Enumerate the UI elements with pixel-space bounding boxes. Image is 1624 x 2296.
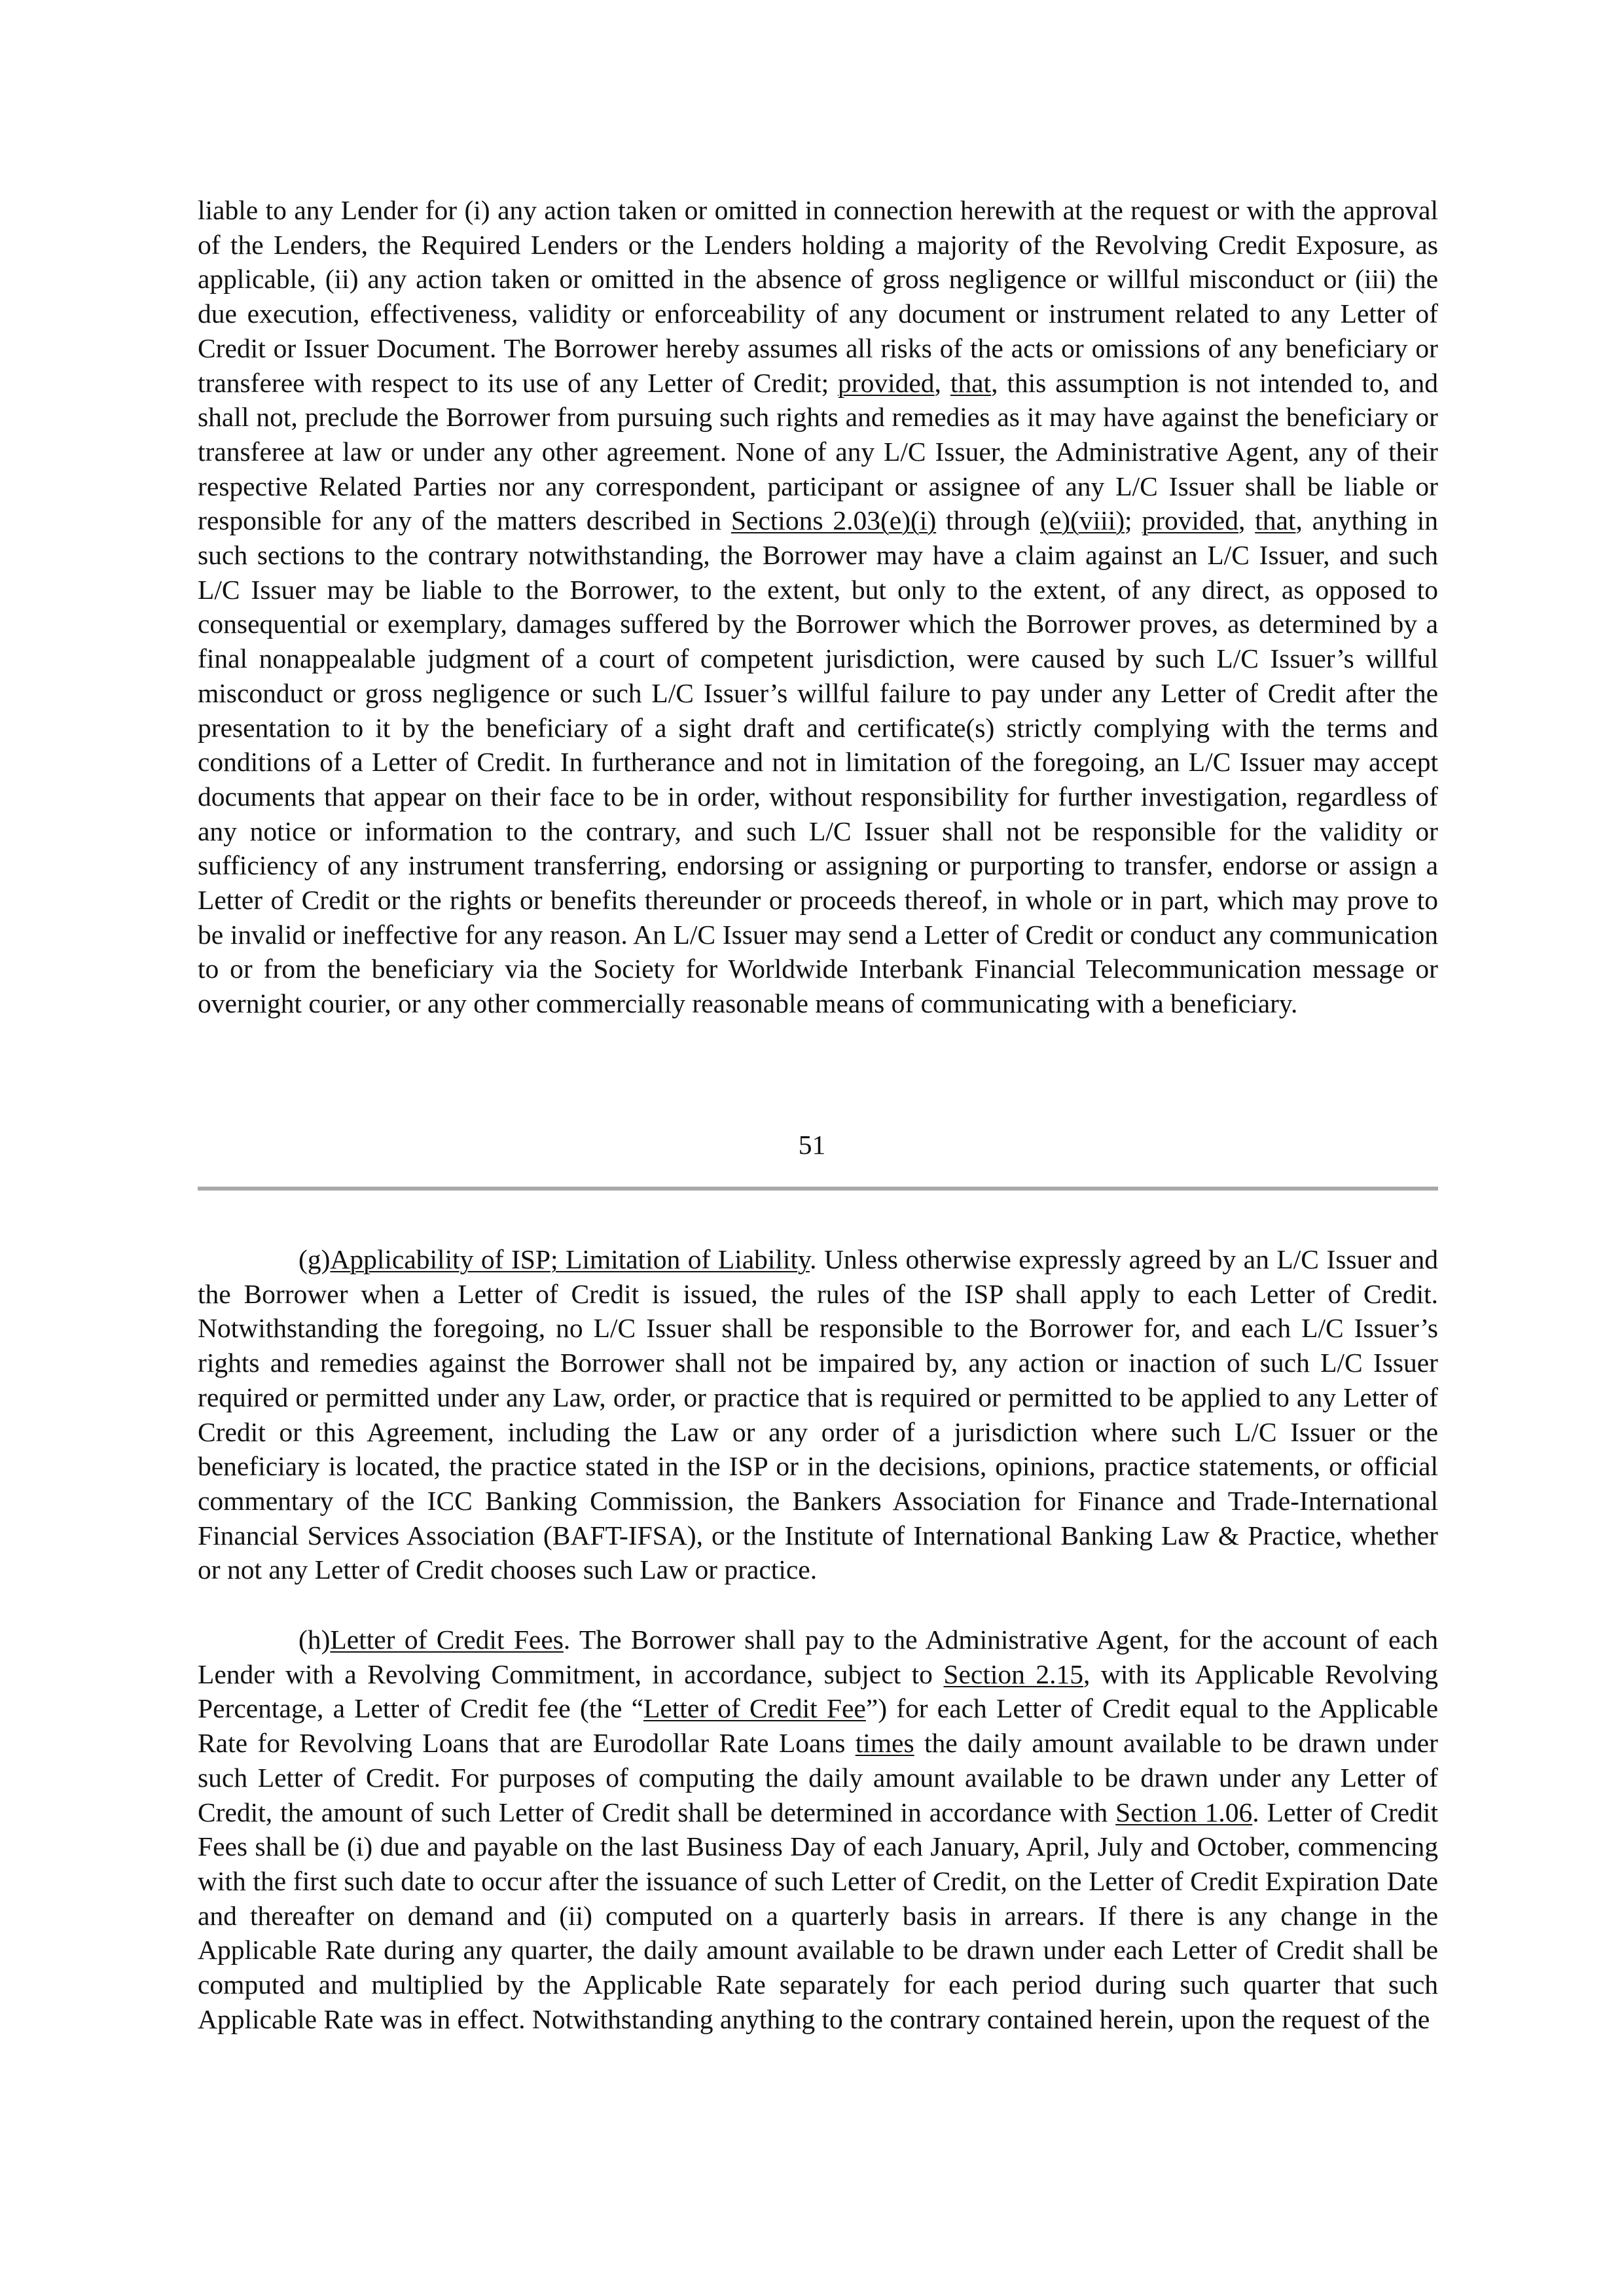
section-reference: Section 2.15 [943, 1659, 1084, 1689]
page-separator [198, 1187, 1438, 1191]
page-number: 51 [798, 1130, 826, 1160]
section-marker: (h) [298, 1624, 331, 1655]
section-reference: Sections 2.03(e)(i) [731, 505, 937, 536]
provided-term: provided [838, 367, 935, 398]
defined-term: Letter of Credit Fee [643, 1693, 866, 1724]
that-term: that [950, 367, 992, 398]
section-reference: (e)(viii) [1040, 505, 1125, 536]
section-reference: Section 1.06 [1115, 1797, 1253, 1827]
paragraph-text: (h)Letter of Credit Fees. The Borrower shall pay to the Administrative Agent, for the account of each Lender with a Revolving Commitment, in accordance, subject to Section 2.15, with its Applicable Revolving Percentage, a Letter of Credit fee (the “Letter of Credit Fee”) for each Letter of Credit equal to the Applicable Rate for Revolving Loans that are Eurodollar Rate Loans times the daily amount available to be drawn under such Letter of Credit. For purposes of computing the daily amount available to be drawn under any Letter of Credit, the amount of such Letter of Credit shall be determined in accordance with Section 1.06. Letter of Credit Fees shall be (i) due and payable on the last Business Day of each January, April, July and October, commencing with the first such date to occur after the issuance of such Letter of Credit, on the Letter of Credit Expiration Date and thereafter on demand and (ii) computed on a quarterly basis in arrears. If there is any change in the Applicable Rate during any quarter, the daily amount available to be drawn under each Letter of Credit shall be computed and multiplied by the Applicable Rate separately for each period during such quarter that such Applicable Rate was in effect. Notwithstanding anything to the contrary contained herein, upon the request of the [198, 1624, 1438, 2034]
paragraph-text: (g)Applicability of ISP; Limitation of Liability. Unless otherwise expressly agreed by an L/C Issuer and the Borrower when a Letter of Credit is issued, the rules of the ISP shall apply to each Letter of Credit. Notwithstanding the foregoing, no L/C Issuer shall be responsible to the Borrower for, and each L/C Issuer’s rights and remedies against the Borrower shall not be impaired by, any action or inaction of such L/C Issuer required or permitted under any Law, order, or practice that is required or permitted to be applied to any Letter of Credit or this Agreement, including the Law or any order of a jurisdiction where such L/C Issuer or the beneficiary is located, the practice stated in the ISP or in the decisions, opinions, practice statements, or official commentary of the ICC Banking Commission, the Bankers Association for Finance and Trade-International Financial Services Association (BAFT-IFSA), or the Institute of International Banking Law & Practice, whether or not any Letter of Credit chooses such Law or practice. [198, 1244, 1438, 1585]
section-marker: (g) [298, 1244, 331, 1274]
provided-term: provided [1142, 505, 1238, 536]
times-term: times [855, 1728, 914, 1759]
section-heading: Letter of Credit Fees [330, 1624, 564, 1655]
section-heading: Applicability of ISP; Limitation of Liability [330, 1244, 810, 1274]
section-g-paragraph [198, 1242, 1438, 1587]
section-h-paragraph [198, 1623, 1438, 2036]
continuation-paragraph [198, 193, 1438, 1021]
that-term: that [1255, 505, 1296, 536]
paragraph-text: liable to any Lender for (i) any action taken or omitted in connection herewith at the request or with the approval of the Lenders, the Required Lenders or the Lenders holding a majority of the Revolving Credit Exposure, as applicable, (ii) any action taken or omitted in the absence of gross negligence or willful misconduct or (iii) the due execution, effectiveness, validity or enforceability of any document or instrument related to any Letter of Credit or Issuer Document. The Borrower hereby assumes all risks of the acts or omissions of any beneficiary or transferee with respect to its use of any Letter of Credit; provided, that, this assumption is not intended to, and shall not, preclude the Borrower from pursuing such rights and remedies as it may have against the beneficiary or transferee at law or under any other agreement. None of any L/C Issuer, the Administrative Agent, any of their respective Related Parties nor any correspondent, participant or assignee of any L/C Issuer shall be liable or responsible for any of the matters described in Sections 2.03(e)(i) through (e)(viii); provided, that, anything in such sections to the contrary notwithstanding, the Borrower may have a claim against an L/C Issuer, and such L/C Issuer may be liable to the Borrower, to the extent, but only to the extent, of any direct, as opposed to consequential or exemplary, damages suffered by the Borrower which the Borrower proves, as determined by a final nonappealable judgment of a court of competent jurisdiction, were caused by such L/C Issuer’s willful misconduct or gross negligence or such L/C Issuer’s willful failure to pay under any Letter of Credit after the presentation to it by the beneficiary of a sight draft and certificate(s) strictly complying with the terms and conditions of a Letter of Credit. In furtherance and not in limitation of the foregoing, an L/C Issuer may accept documents that appear on their face to be in order, without responsibility for further investigation, regardless of any notice or information to the contrary, and such L/C Issuer shall not be responsible for the validity or sufficiency of any instrument transferring, endorsing or assigning or purporting to transfer, endorse or assign a Letter of Credit or the rights or benefits thereunder or proceeds thereof, in whole or in part, which may prove to be invalid or ineffective for any reason. An L/C Issuer may send a Letter of Credit or conduct any communication to or from the beneficiary via the Society for Worldwide Interbank Financial Telecommunication message or overnight courier, or any other commercially reasonable means of communicating with a beneficiary. [198, 195, 1439, 1019]
